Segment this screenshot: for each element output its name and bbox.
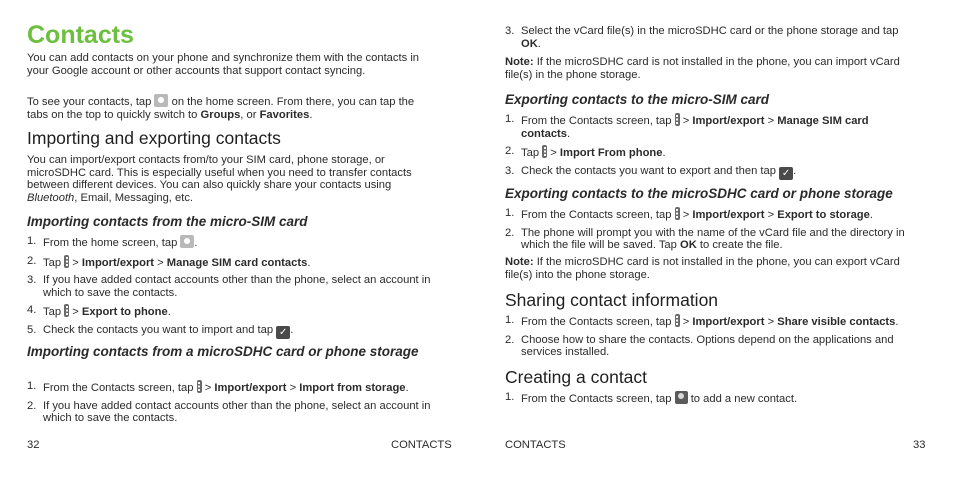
import-sim-steps xyxy=(27,235,437,339)
contacts-app-icon xyxy=(154,94,168,107)
section-heading-sharing: Sharing contact information xyxy=(505,290,719,310)
list-item: 3. If you have added contact accounts other than the phone, select an account in which to save the contacts. xyxy=(27,274,431,299)
subheading-export-sim: Exporting contacts to the micro-SIM card xyxy=(505,92,770,107)
list-item: 1. From the Contacts screen, tap > Import/export > Import from storage. xyxy=(27,380,409,394)
add-contact-icon xyxy=(675,391,688,404)
list-item: 5. Check the contacts you want to import and tap ✓ . xyxy=(27,323,294,338)
import-export-paragraph: You can import/export contacts from/to your SIM card, phone storage, or microSDHC card. This is especially useful when you need to transfer contacts between different devices. You can also quickly share your contacts using Bluetooth, Email, Messaging, etc. xyxy=(27,154,412,204)
menu-icon xyxy=(542,145,547,158)
list-item: 3. Check the contacts you want to export and then tap ✓ . xyxy=(505,164,797,179)
menu-icon xyxy=(675,113,680,126)
import-sd-steps-continued xyxy=(505,25,920,50)
checkmark-icon: ✓ xyxy=(276,326,290,339)
note-paragraph: Note: If the microSDHC card is not installed in the phone, you can import vCard file(s) in the phone storage. xyxy=(505,56,900,81)
section-heading-creating: Creating a contact xyxy=(505,367,648,387)
subheading-export-sd: Exporting contacts to the microSDHC card or phone storage xyxy=(505,186,893,201)
menu-icon xyxy=(197,380,202,393)
export-sd-steps xyxy=(505,207,920,252)
menu-icon xyxy=(675,207,680,220)
import-sd-steps xyxy=(27,380,437,425)
list-item: 2. Tap > Import/export > Manage SIM card contacts. xyxy=(27,254,311,269)
groups-tab-label: Groups xyxy=(200,108,241,121)
running-footer-right: CONTACTS xyxy=(505,439,566,451)
menu-icon xyxy=(675,314,680,327)
list-item: 1. From the Contacts screen, tap > Import/export > Export to storage. xyxy=(505,207,873,221)
page-number-right: 33 xyxy=(913,439,926,451)
intro-paragraph-2: To see your contacts, tap on the home screen. From there, you can tap the tabs on the top to quickly switch to Groups, or Favorites. xyxy=(27,96,415,121)
favorites-tab-label: Favorites xyxy=(259,108,310,121)
list-item: 3. Select the vCard file(s) in the microSDHC card or the phone storage and tap OK. xyxy=(505,25,899,50)
intro-paragraph: You can add contacts on your phone and synchronize them with the contacts in your Google account or other accounts that support contact syncing. xyxy=(27,52,420,77)
list-item: 4. Tap > Export to phone. xyxy=(27,304,171,318)
running-footer-left: CONTACTS xyxy=(391,439,452,451)
subheading-import-sim: Importing contacts from the micro-SIM card xyxy=(27,214,308,229)
subheading-import-sd: Importing contacts from a microSDHC card or phone storage xyxy=(27,344,419,359)
list-item: 1. From the Contacts screen, tap > Import/export > Manage SIM card contacts. xyxy=(505,113,869,140)
export-sim-steps xyxy=(505,113,920,180)
list-item: 1. From the Contacts screen, tap to add a new contact. xyxy=(505,391,798,405)
creating-steps xyxy=(505,391,920,406)
menu-icon xyxy=(64,255,69,268)
list-item: 2. Tap > Import From phone. xyxy=(505,145,666,159)
list-item: 1. From the home screen, tap . xyxy=(27,235,198,249)
list-item: 2. The phone will prompt you with the name of the vCard file and the directory in which the file will be saved. Tap OK to create the file. xyxy=(505,226,905,251)
page-title: Contacts xyxy=(27,21,134,49)
menu-icon xyxy=(64,304,69,317)
list-item: 2. Choose how to share the contacts. Options depend on the applications and services installed. xyxy=(505,333,894,358)
page-number-left: 32 xyxy=(27,439,40,451)
section-heading-import-export: Importing and exporting contacts xyxy=(27,128,281,148)
contacts-app-icon xyxy=(180,235,194,248)
list-item: 2. If you have added contact accounts other than the phone, select an account in which to save the contacts. xyxy=(27,399,431,424)
list-item: 1. From the Contacts screen, tap > Import/export > Share visible contacts. xyxy=(505,314,899,328)
sharing-steps xyxy=(505,314,920,359)
checkmark-icon: ✓ xyxy=(779,167,793,180)
note-paragraph-2: Note: If the microSDHC card is not installed in the phone, you can export vCard file(s) into the phone storage. xyxy=(505,256,900,281)
